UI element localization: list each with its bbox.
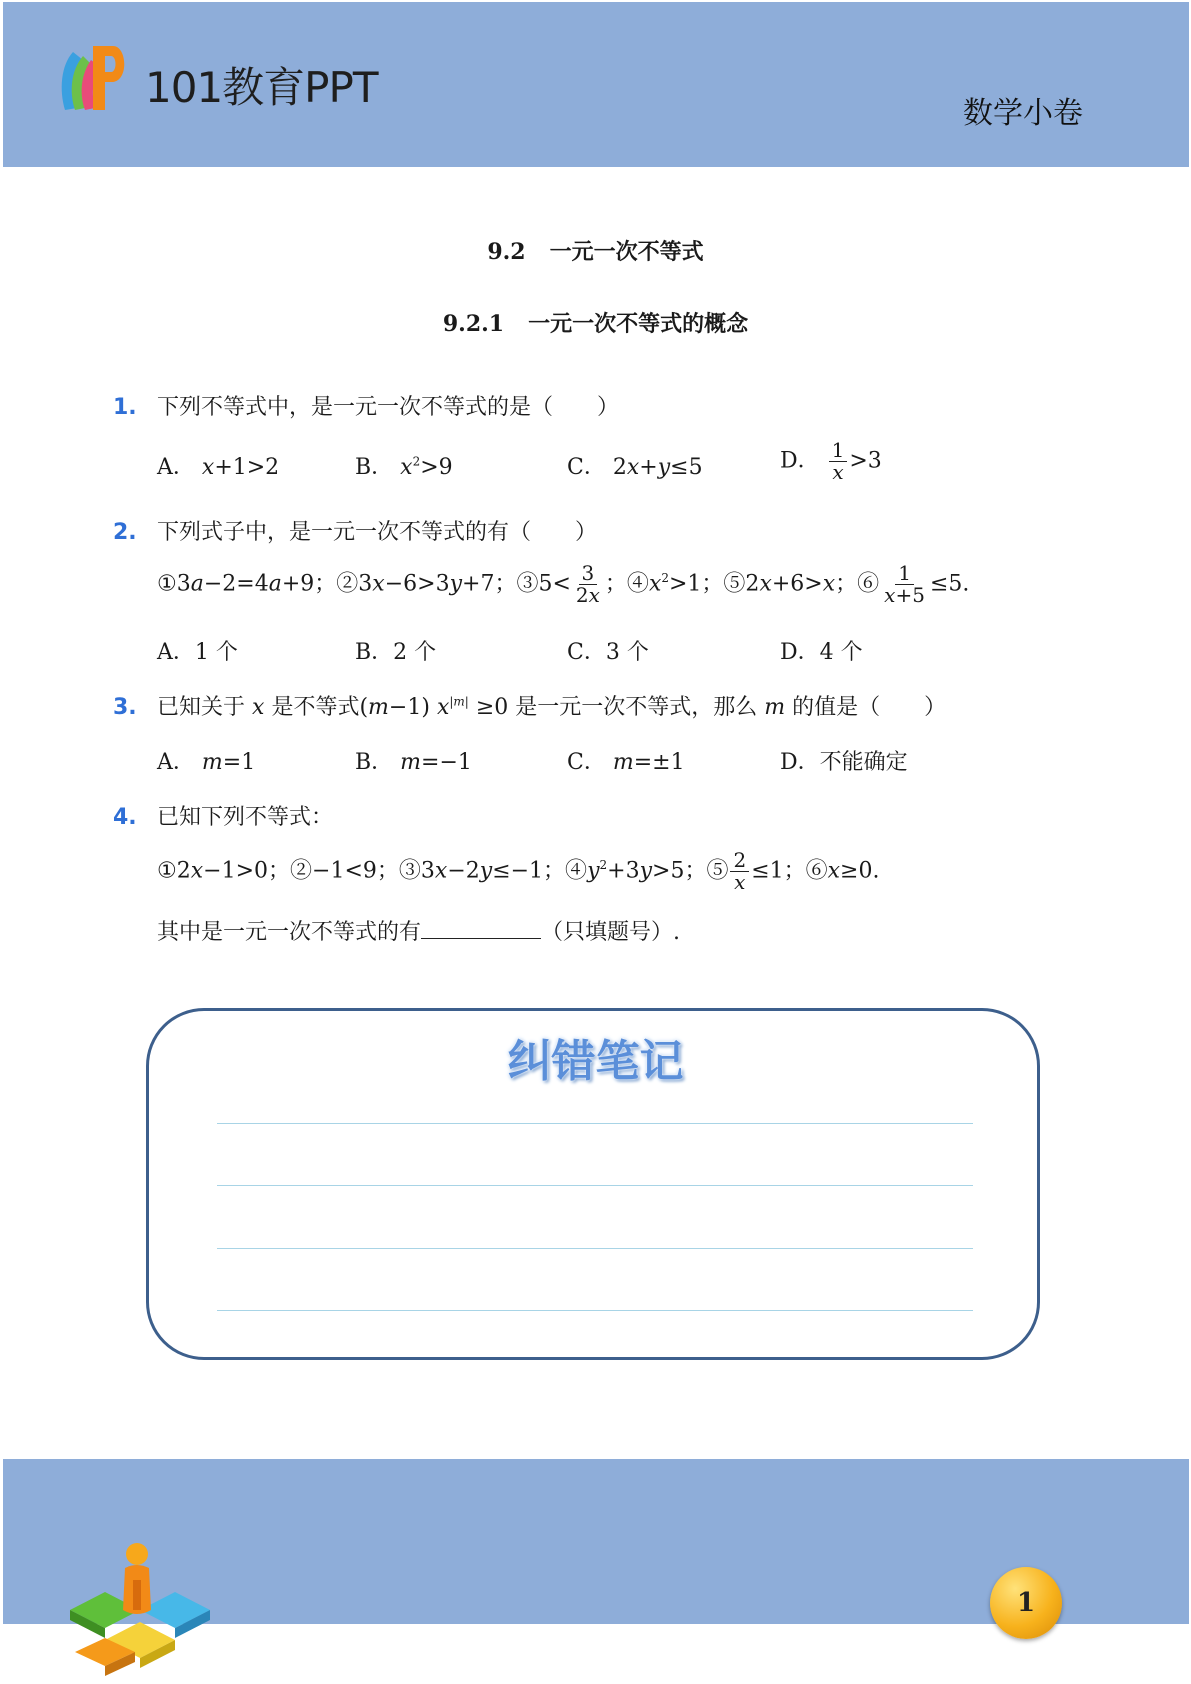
option-c: C． m=±1 xyxy=(567,750,685,775)
question-number: 2. xyxy=(113,520,137,545)
option-label: D． xyxy=(780,448,820,474)
header-label: 数学小卷 xyxy=(963,96,1083,131)
section-title xyxy=(0,235,1191,266)
option-a: A． x+1>2 xyxy=(157,455,280,480)
question-stem-part: 是不等式 xyxy=(271,695,360,720)
question-number: 4. xyxy=(113,805,137,830)
note-line[interactable] xyxy=(217,1185,973,1186)
page-number-badge: 1 xyxy=(990,1567,1062,1639)
option-a: A． m=1 xyxy=(157,750,256,775)
option-label: B． xyxy=(355,750,394,775)
blocks-figure-icon xyxy=(65,1540,215,1680)
fill-suffix: （只填题号）. xyxy=(541,920,681,945)
fill-prompt: 其中是一元一次不等式的有 xyxy=(157,920,422,945)
option-label: C． xyxy=(567,750,606,775)
option-d: D．4 个 xyxy=(780,640,863,665)
question-stem: 下列不等式中，是一元一次不等式的是（ ） xyxy=(157,395,620,420)
option-c: C． 2x+y≤5 xyxy=(567,455,703,480)
question-stem-part: 是一元一次不等式，那么 xyxy=(515,695,758,720)
question-stem-part: 的值是（ ） xyxy=(792,695,947,720)
option-d: D．不能确定 xyxy=(780,750,908,775)
option-b: B． $x^2>9$ xyxy=(355,454,453,480)
option-d: D． $\frac{1}{x}$ >3 xyxy=(780,438,882,484)
fill-in-line xyxy=(157,915,680,946)
option-label: A． xyxy=(157,750,195,775)
error-notes-title: 纠错笔记 xyxy=(507,1036,684,1087)
ppt-logo-icon xyxy=(55,40,130,115)
question-stem: 下列式子中，是一元一次不等式的有（ ） xyxy=(157,520,598,545)
question-number: 3. xyxy=(113,695,137,720)
section-number: 9.2 xyxy=(487,239,526,265)
note-line[interactable] xyxy=(217,1123,973,1124)
option-b: B．2 个 xyxy=(355,640,437,665)
question-2 xyxy=(113,515,597,546)
question-stem: 已知下列不等式： xyxy=(157,805,334,830)
note-line[interactable] xyxy=(217,1248,973,1249)
subsection-title-text: 一元一次不等式的概念 xyxy=(528,311,749,337)
option-label: C． xyxy=(567,455,606,480)
option-a: A．1 个 xyxy=(157,640,238,665)
section-title-text: 一元一次不等式 xyxy=(549,239,704,265)
note-line[interactable] xyxy=(217,1310,973,1311)
question-4 xyxy=(113,800,333,831)
option-b: B． m=−1 xyxy=(355,750,472,775)
question-number: 1. xyxy=(113,395,137,420)
expression-list: ①3a−2=4a+9；②3x−6>3y+7；③5< $\frac{3}{2x}$ ；$④x^2>1$；⑤2x+6>x；⑥ $\frac{1}{x+5}$ ≤5. xyxy=(157,561,970,607)
subsection-number: 9.2.1 xyxy=(442,311,505,337)
question-1 xyxy=(113,390,619,421)
logo-text: 101教育PPT xyxy=(145,63,378,112)
option-label: A． xyxy=(157,455,195,480)
question-3: 3. 已知关于 x 是不等式(m−1) $x^{|m|} \ge 0$ 是一元一次不等式，那么 m 的值是（ ） xyxy=(113,694,947,720)
inequality-list: ①2x−1>0；②−1<9；③3x−2y≤−1；$④y^2+3y>5$；⑤ $\frac{2}{x}$ ≤1；⑥x≥0. xyxy=(157,848,880,894)
answer-blank[interactable] xyxy=(421,920,541,939)
question-stem-part: 已知关于 xyxy=(157,695,246,720)
option-c: C．3 个 xyxy=(567,640,649,665)
option-label: B． xyxy=(355,455,394,480)
subsection-title xyxy=(0,307,1191,338)
